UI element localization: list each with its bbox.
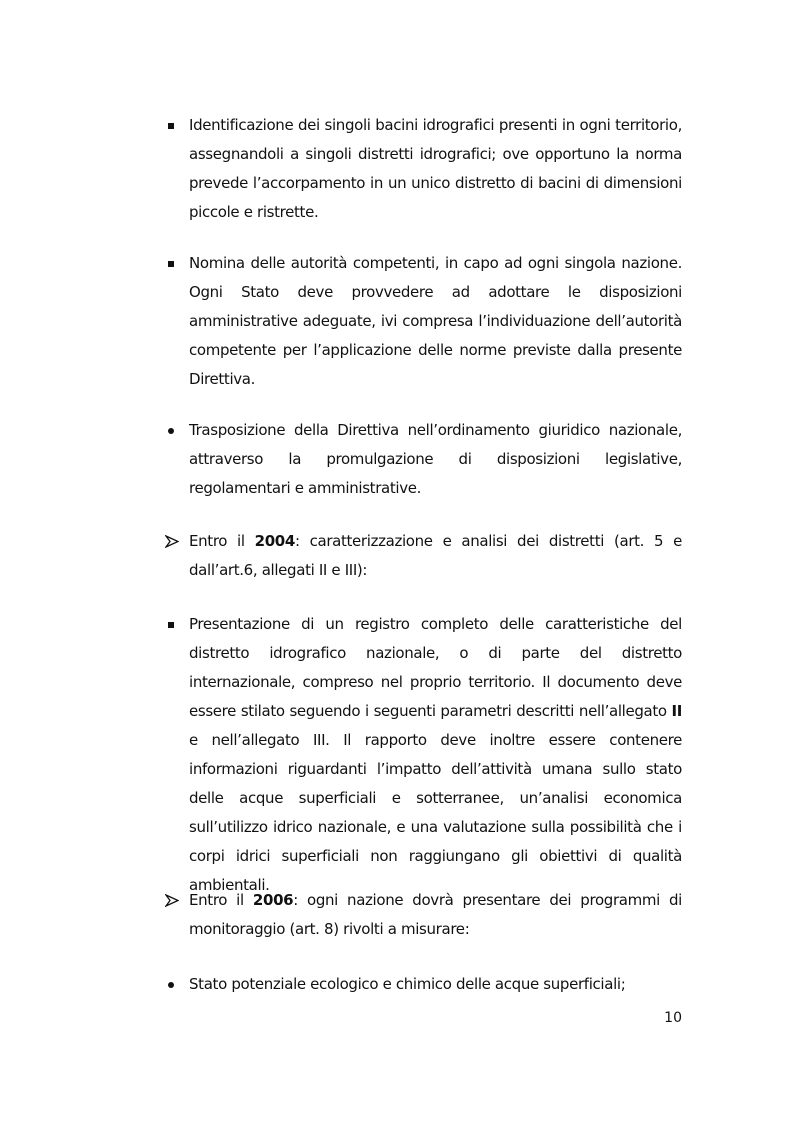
list-item-text: Trasposizione della Direttiva nell’ordinamento giuridico nazionale, attraverso la promulgazione di disposizioni legislative, regolamentari e amministrative. (189, 421, 682, 497)
list-item-text: Identificazione dei singoli bacini idrografici presenti in ogni territorio, assegnandoli a singoli distretti idrografici; ove opportuno la norma prevede l’accorpamento in un unico distretto di bacini di dimensioni piccole e ristrette. (189, 116, 682, 221)
square-bullet-icon (164, 610, 188, 639)
list-item-text: Stato potenziale ecologico e chimico delle acque superficiali; (189, 975, 626, 993)
page-number: 10 (664, 1010, 682, 1026)
arrow-bullet-icon (164, 886, 188, 915)
list-item (164, 416, 682, 503)
list-item (164, 111, 682, 227)
list-item-text: Nomina delle autorità competenti, in capo ad ogni singola nazione. Ogni Stato deve provvedere ad adottare le disposizioni amministrative adeguate, ivi compresa l’individuazione dell’autorità competente per l’applicazione delle norme previste dalla presente Direttiva. (189, 254, 682, 388)
deadline-text: Entro il 2006: ogni nazione dovrà presentare dei programmi di monitoraggio (art. 8) rivolti a misurare: (189, 891, 682, 938)
square-bullet-icon (164, 111, 188, 140)
round-bullet-icon (164, 970, 188, 999)
deadline-year: 2004 (254, 532, 295, 550)
deadline-item (164, 886, 682, 944)
list-item (164, 610, 682, 900)
deadline-text: Entro il 2004: caratterizzazione e analisi dei distretti (art. 5 e dall’art.6, allegati II e III): (189, 532, 682, 579)
arrow-bullet-icon (164, 527, 188, 556)
list-item-text: Presentazione di un registro completo delle caratteristiche del distretto idrografico nazionale, o di parte del distretto internazionale, compreso nel proprio territorio. Il documento deve essere stilato seguendo i seguenti parametri descritti nell’allegato II e nell’allegato III. Il rapporto deve inoltre essere contenere informazioni riguardanti l’impatto dell’attività umana sullo stato delle acque superficiali e sotterranee, un’analisi economica sull’utilizzo idrico nazionale, e una valutazione sulla possibilità che i corpi idrici superficiali non raggiungano gli obiettivi di qualità ambientali. (189, 615, 682, 894)
list-item (164, 249, 682, 394)
list-item (164, 970, 682, 999)
deadline-year: 2006 (252, 891, 294, 909)
round-bullet-icon (164, 416, 188, 445)
square-bullet-icon (164, 249, 188, 278)
deadline-item (164, 527, 682, 585)
